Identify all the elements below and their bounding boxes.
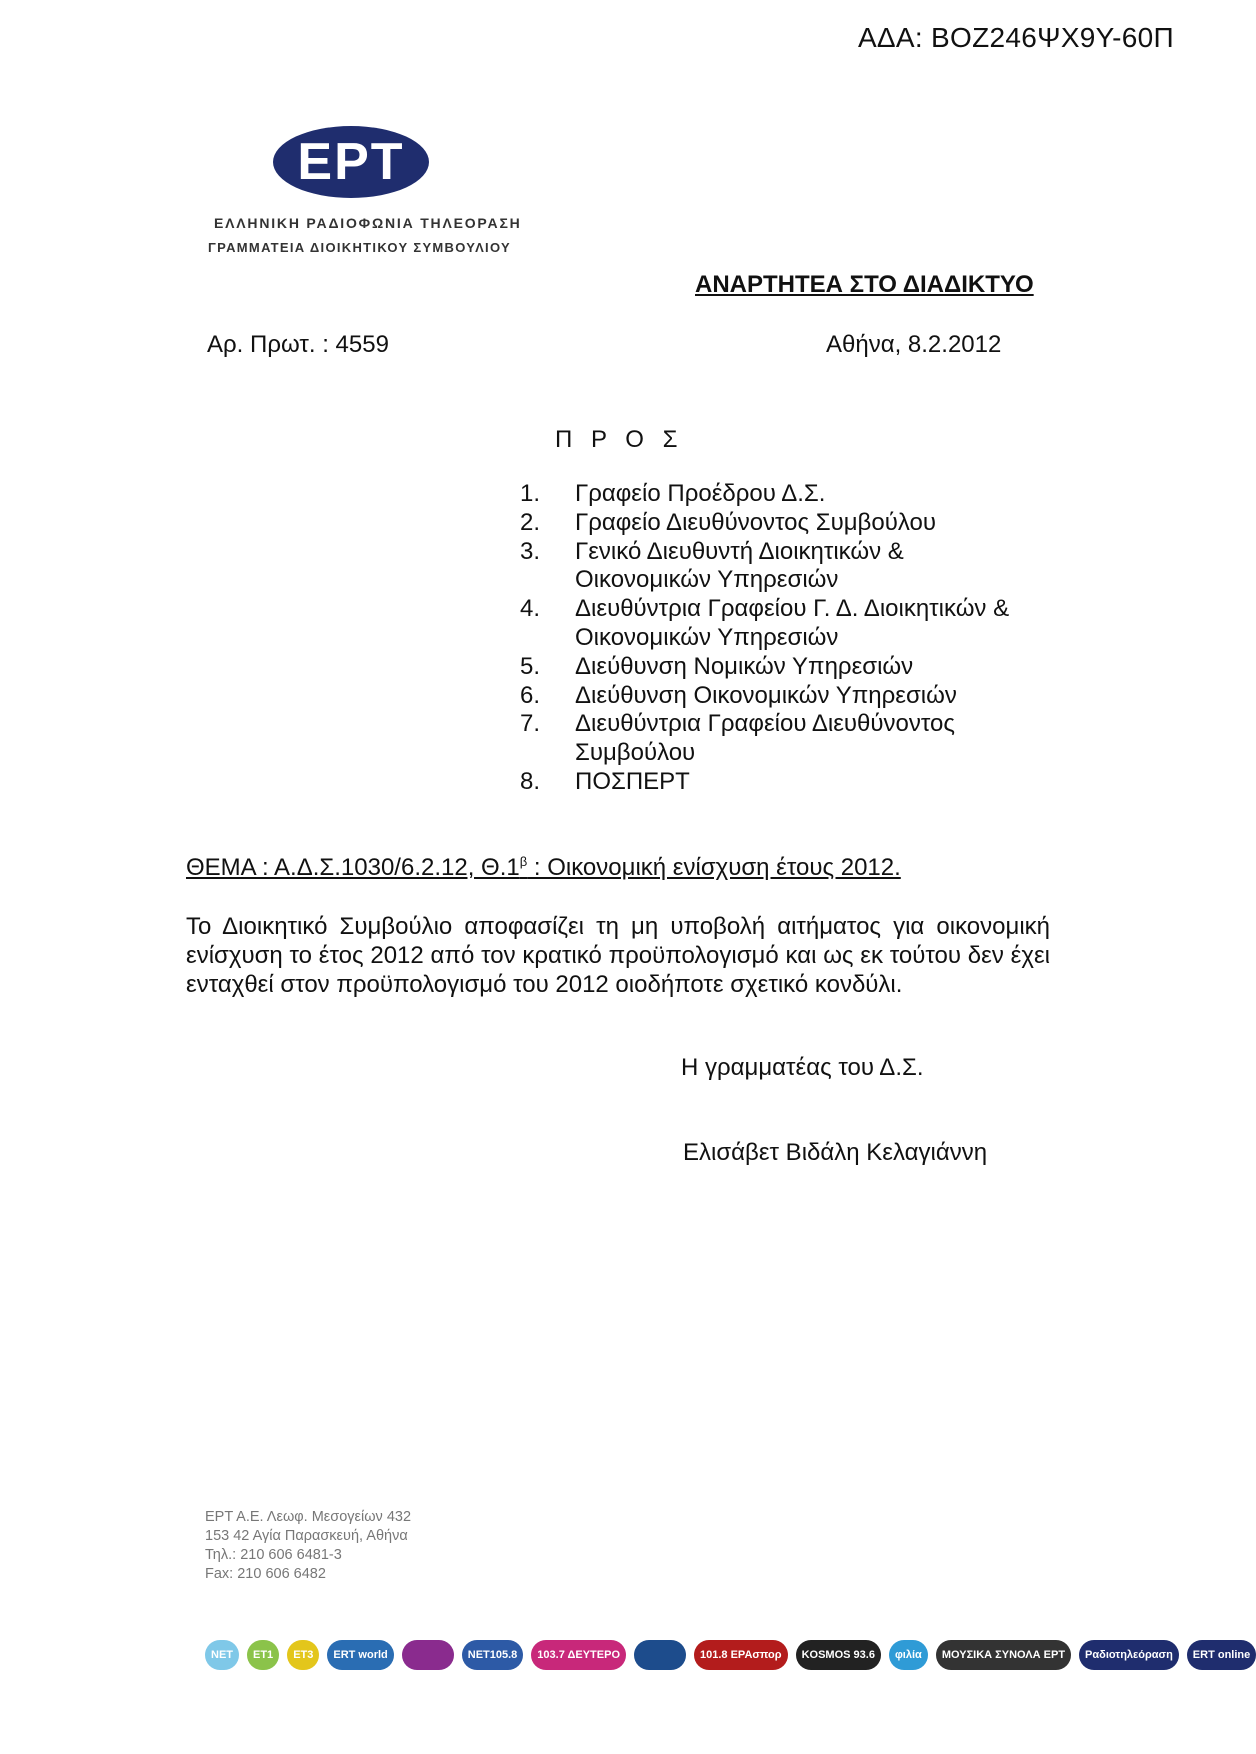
body-paragraph: Το Διοικητικό Συμβούλιο αποφασίζει τη μη υποβολή αιτήματος για οικονομική ενίσχυση το έτος 2012 από τον κρατικό προϋπολογισμό και ως εκ τούτου δεν έχει ενταχθεί στον προϋπολογισμό του 2012 οιοδήποτε σχετικό κονδύλι. (186, 913, 1050, 998)
channel-logo-4: ERT world (327, 1640, 393, 1670)
recipient-item: 1. Γραφείο Προέδρου Δ.Σ. (520, 480, 826, 507)
recipient-item-continuation: Οικονομικών Υπηρεσιών (575, 566, 839, 594)
channel-logo-1: ΝΕΤ (205, 1640, 239, 1670)
recipient-item: 6. Διεύθυνση Οικονομικών Υπηρεσιών (520, 681, 957, 709)
recipients-list (520, 480, 1009, 797)
recipient-item: 5. Διεύθυνση Νομικών Υπηρεσιών (520, 652, 914, 680)
recipients-heading: Π Ρ Ο Σ (555, 426, 684, 453)
ert-logo: ΕΡΤ (273, 126, 429, 198)
document-ada-code: ΑΔΑ: ΒΟΖ246ΨΧ9Υ-60Π (857, 22, 1174, 53)
subject-line: ΘΕΜΑ : Α.Δ.Σ.1030/6.2.12, $\Theta.1^\beta$ : Οικονομική ενίσχυση έτους 2012. (186, 854, 901, 881)
recipient-item: 7. Διευθύντρια Γραφείου Διευθύνοντος (520, 710, 955, 738)
signature-title: Η γραμματέας του Δ.Σ. (681, 1054, 924, 1081)
channel-logo-2: ΕΤ1 (247, 1640, 279, 1670)
posting-note: ΑΝΑΡΤΗΤΕΑ ΣΤΟ ΔΙΑΔΙΚΤΥΟ (695, 271, 1034, 298)
recipient-item: 8. ΠΟΣΠΕΡΤ (520, 767, 690, 795)
recipient-item: 2. Γραφείο Διευθύνοντος Συμβούλου (520, 508, 936, 536)
footer-address: ΕΡΤ Α.Ε. Λεωφ. Μεσογείων 432 153 42 Αγία Παρασκευή, Αθήνα Τηλ.: 210 606 6481-3 Fax: 210 606 6482 (205, 1509, 412, 1582)
channel-logos-strip (205, 1640, 1256, 1670)
protocol-number: Αρ. Πρωτ. : 4559 (207, 331, 389, 358)
channel-logo-12: ΜΟΥΣΙΚΑ ΣΥΝΟΛΑ ΕΡΤ (936, 1640, 1071, 1670)
channel-logo-6: NET105.8 (462, 1640, 524, 1670)
channel-logo-14: ERT online (1187, 1640, 1256, 1670)
channel-logo-11: φιλία (889, 1640, 928, 1670)
channel-logo-10: KOSMOS 93.6 (796, 1640, 881, 1670)
org-department: ΓΡΑΜΜΑΤΕΙΑ ΔΙΟΙΚΗΤΙΚΟΥ ΣΥΜΒΟΥΛΙΟΥ (208, 240, 511, 255)
channel-logo-5 (402, 1640, 454, 1670)
channel-logo-13: Ραδιοτηλεόραση (1079, 1640, 1179, 1670)
document-date: Αθήνα, 8.2.2012 (826, 331, 1002, 358)
recipient-item: 4. Διευθύντρια Γραφείου Γ. Δ. Διοικητικών & (520, 595, 1010, 623)
channel-logo-3: ΕΤ3 (287, 1640, 319, 1670)
channel-logo-8 (634, 1640, 686, 1670)
recipient-item-continuation: Οικονομικών Υπηρεσιών (575, 623, 839, 651)
org-name: ΕΛΛΗΝΙΚΗ ΡΑΔΙΟΦΩΝΙΑ ΤΗΛΕΟΡΑΣΗ (214, 215, 522, 231)
recipient-item: 3. Γενικό Διευθυντή Διοικητικών & (520, 537, 904, 565)
recipient-item-continuation: Συμβούλου (575, 739, 696, 767)
signature-name: Ελισάβετ Βιδάλη Κελαγιάννη (683, 1139, 988, 1166)
channel-logo-9: 101.8 ΕΡΑσπορ (694, 1640, 788, 1670)
channel-logo-7: 103.7 ΔΕΥΤΕΡΟ (531, 1640, 626, 1670)
